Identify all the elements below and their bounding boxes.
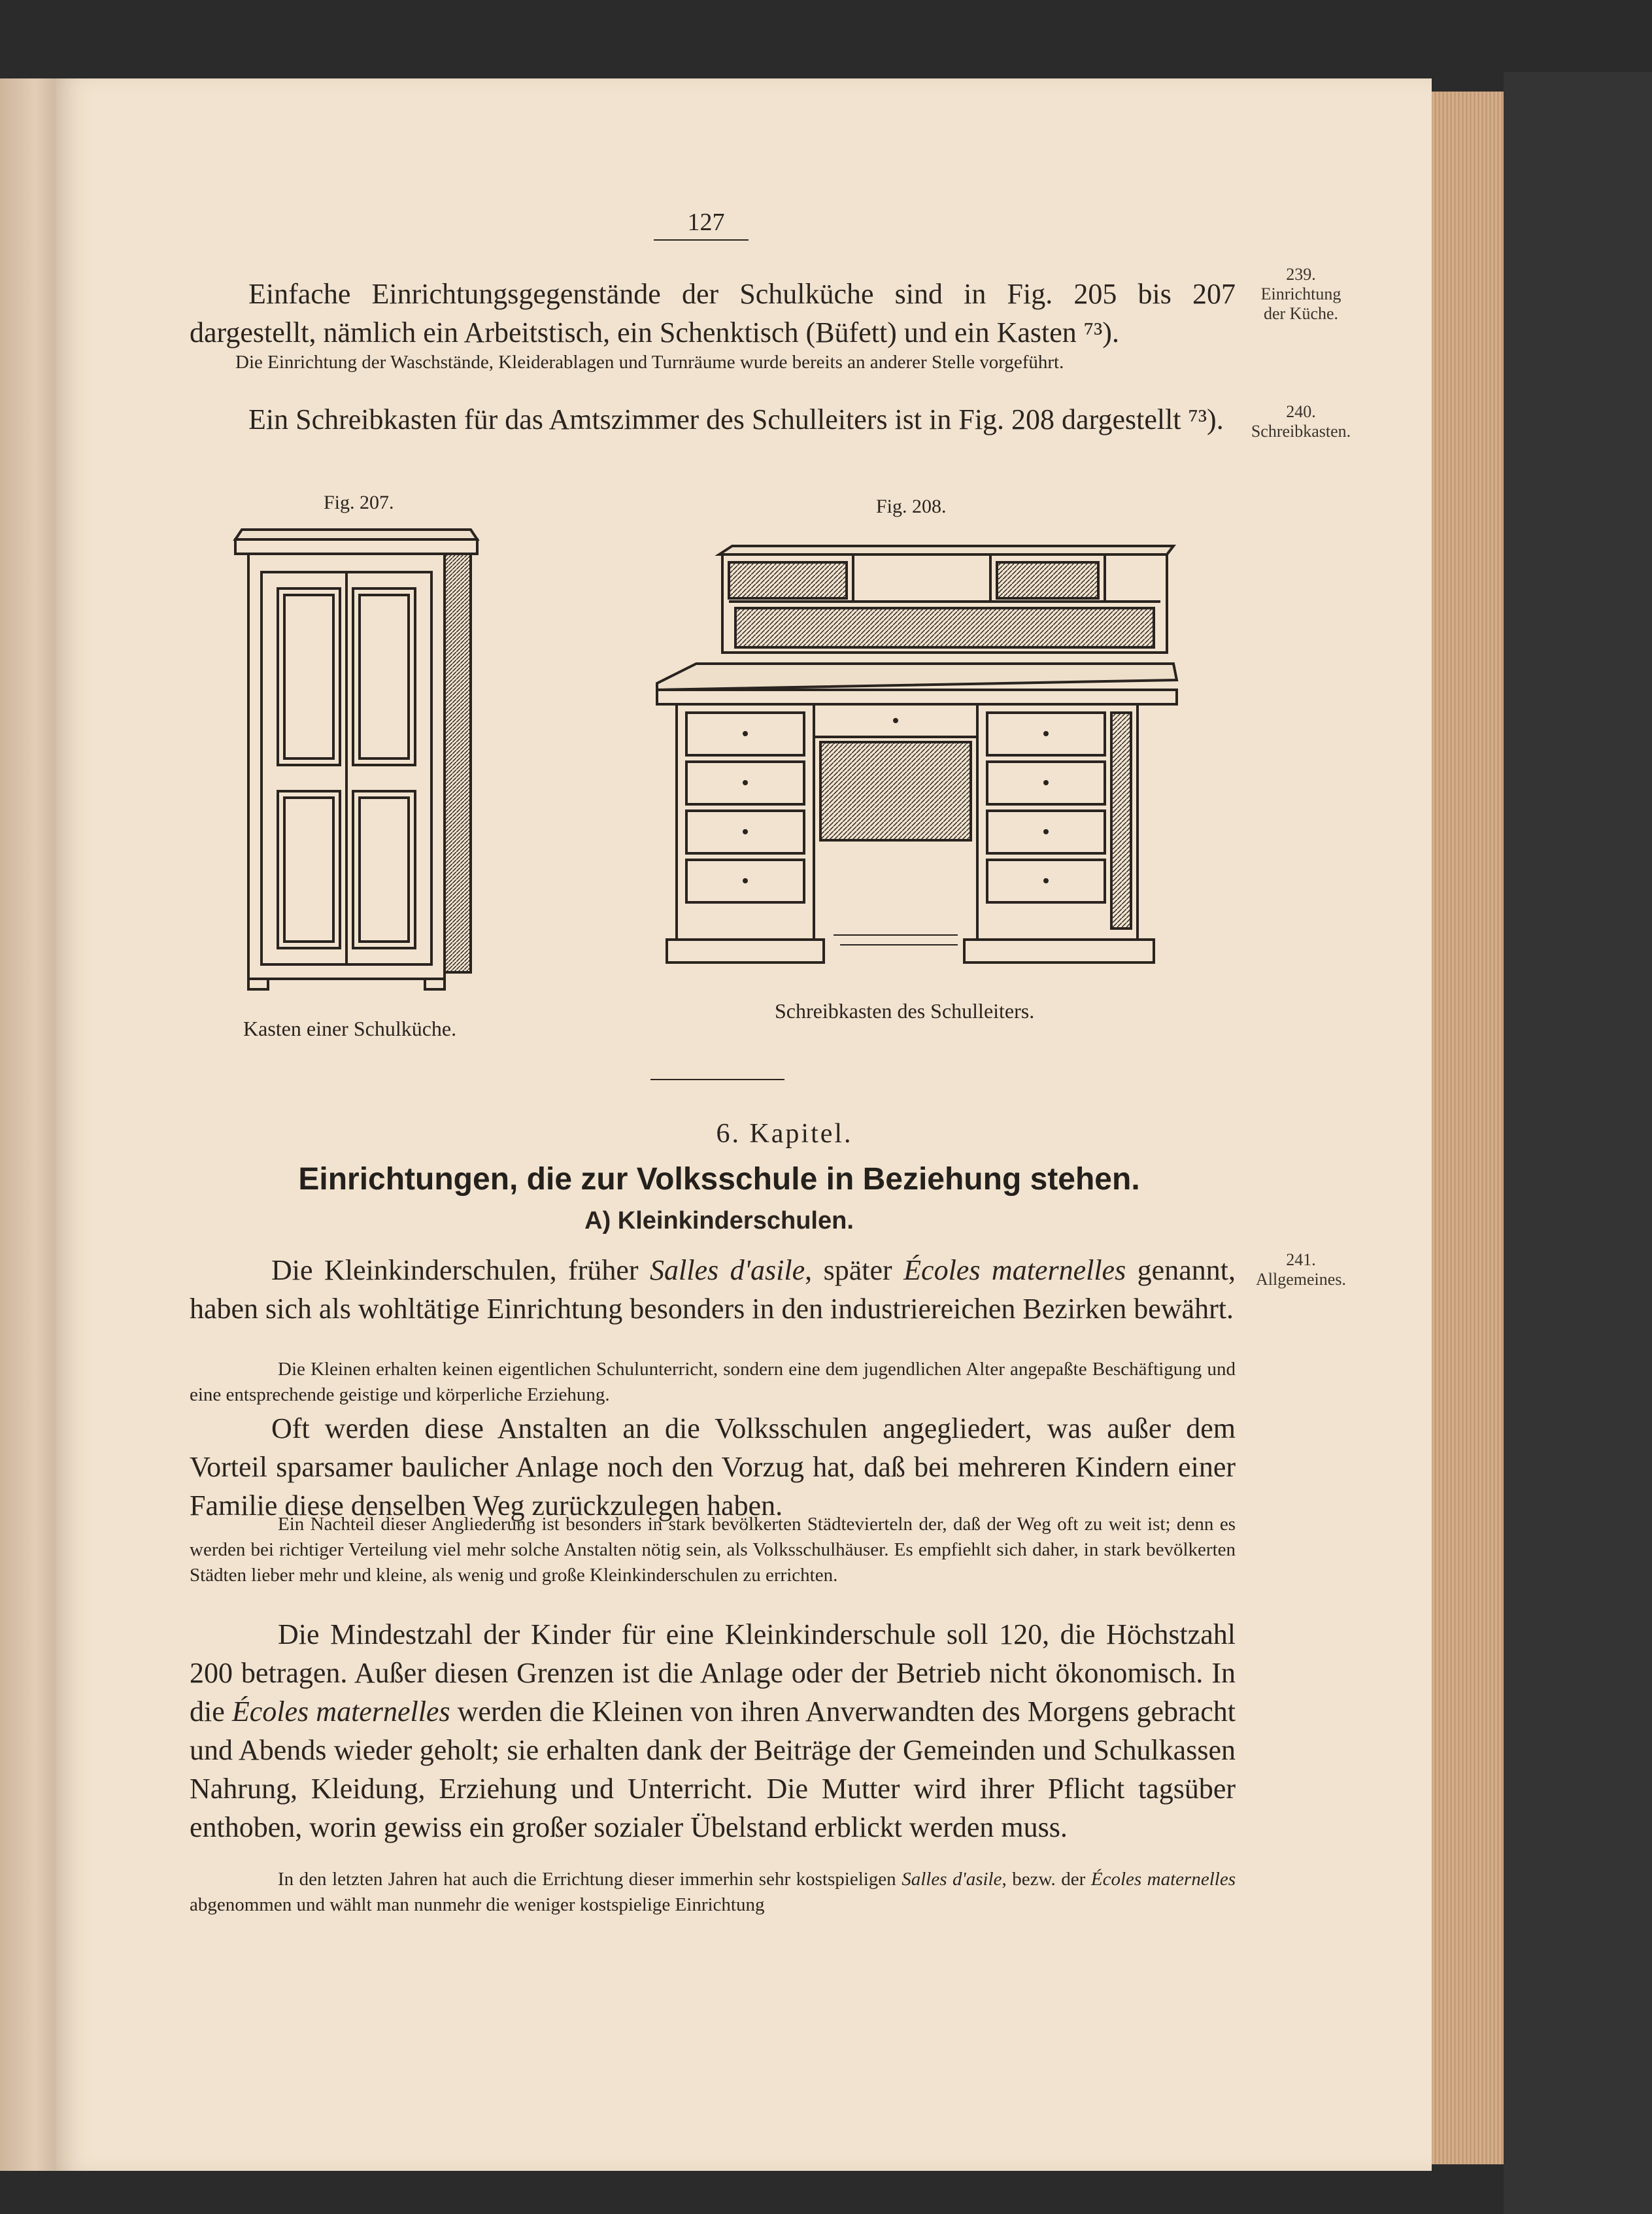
cabinet-illustration	[229, 526, 490, 997]
chapter-number: 6. Kapitel.	[716, 1119, 853, 1149]
section-title: A) Kleinkinderschulen.	[584, 1207, 854, 1235]
figure-207-caption: Kasten einer Schulküche.	[243, 1017, 457, 1040]
margin-note-240	[1236, 402, 1366, 441]
note-nachteil: Ein Nachteil dieser Angliederung ist besonders in stark bevölkerten Städtevierteln der, daß der Weg oft zu weit ist; denn es werden bei richtiger Verteilung viel mehr solche Anstalten nötig sein, als Volksschulhäuser. Es empfiehlt sich daher, in stark bevölkerten Städten lieber mehr und kleine, als wenig und große Kleinkinderschulen zu errichten.	[190, 1514, 1236, 1586]
paragraph-mindestzahl	[190, 1615, 1236, 1847]
note-beschaeftigung: Die Kleinen erhalten keinen eigentlichen Schulunterricht, sondern eine dem jugendlichen Alter angepaßte Beschäftigung und eine entsprechende geistige und körperliche Erziehung.	[190, 1359, 1236, 1405]
figure-208-label: Fig. 208.	[876, 496, 947, 517]
figure-208-caption: Schreibkasten des Schulleiters.	[775, 999, 1035, 1023]
italic-term: Écoles maternelles	[903, 1254, 1126, 1286]
chapter-title: Einrichtungen, die zur Volksschule in Beziehung stehen.	[298, 1162, 1140, 1197]
italic-term: Salles d'asile	[650, 1254, 805, 1286]
note-letzte-jahre	[190, 1867, 1236, 1918]
paragraph-kleinkinderschulen	[190, 1251, 1236, 1328]
margin-note-239	[1236, 265, 1366, 324]
margin-note-text: der Küche.	[1263, 304, 1339, 323]
section-divider	[650, 1079, 784, 1080]
paragraph-kitchen-furniture: Einfache Einrichtungsgegenstände der Schulküche sind in Fig. 205 bis 207 dargestellt, nämlich ein Arbeitstisch, ein Schenktisch (Büfett) und ein Kasten ⁷³).	[190, 278, 1236, 349]
italic-term: Écoles maternelles	[1090, 1869, 1236, 1890]
desk-illustration	[650, 543, 1200, 981]
margin-note-241	[1236, 1250, 1366, 1289]
text-run: abgenommen und wählt man nunmehr die weniger kostspielige Einrichtung	[190, 1894, 765, 1915]
margin-note-number: 239.	[1286, 265, 1316, 284]
margin-note-text: Einrichtung	[1260, 284, 1341, 303]
paragraph-angliederung: Oft werden diese Anstalten an die Volksschulen angegliedert, was außer dem Vorteil sparsamer baulicher Anlage noch den Vorzug hat, daß bei mehreren Kindern einer Familie diese denselben Weg zurückzulegen haben.	[190, 1412, 1236, 1522]
page-number: 127	[687, 209, 725, 236]
margin-note-number: 241.	[1286, 1250, 1316, 1269]
text-run: , bezw. der	[1002, 1869, 1091, 1890]
text-run: genannt, haben sich als wohltätige Einrichtung besonders in den industriereichen Bezirken bewährt.	[190, 1254, 1236, 1325]
page-number-rule	[654, 239, 749, 241]
note-washstands: Die Einrichtung der Waschstände, Kleiderablagen und Turnräume wurde bereits an anderer Stelle vorgeführt.	[235, 352, 1064, 373]
text-run: werden die Kleinen von ihren Anverwandten des Morgens gebracht und Abends wieder geholt; sie erhalten dank der Beiträge der Gemeinden und Schulkassen Nahrung, Kleidung, Erziehung und Unterricht. Die Mutter wird ihrer Pflicht tagsüber enthoben, worin gewiss ein großer sozialer Übelstand erblickt werden muss.	[190, 1695, 1236, 1843]
text-run: , später	[805, 1254, 904, 1286]
text-run: Die Mindestzahl der Kinder für eine Kleinkinderschule soll 120, die Höchstzahl 200 betragen. Außer diesen Grenzen ist die Anlage oder der Betrieb nicht ökonomisch. In die	[190, 1618, 1236, 1728]
margin-note-text: Schreibkasten.	[1251, 422, 1351, 441]
margin-note-number: 240.	[1286, 402, 1316, 421]
italic-term: Salles d'asile	[902, 1869, 1002, 1890]
margin-note-text: Allgemeines.	[1256, 1270, 1346, 1289]
paragraph-writing-cabinet: Ein Schreibkasten für das Amtszimmer des Schulleiters ist in Fig. 208 dargestellt ⁷³).	[248, 403, 1224, 435]
figure-207-label: Fig. 207.	[324, 492, 394, 513]
text-run: In den letzten Jahren hat auch die Errichtung dieser immerhin sehr kostspieligen	[278, 1869, 902, 1890]
text-run: Die Kleinkinderschulen, früher	[271, 1254, 650, 1286]
italic-term: Écoles maternelles	[231, 1695, 450, 1728]
